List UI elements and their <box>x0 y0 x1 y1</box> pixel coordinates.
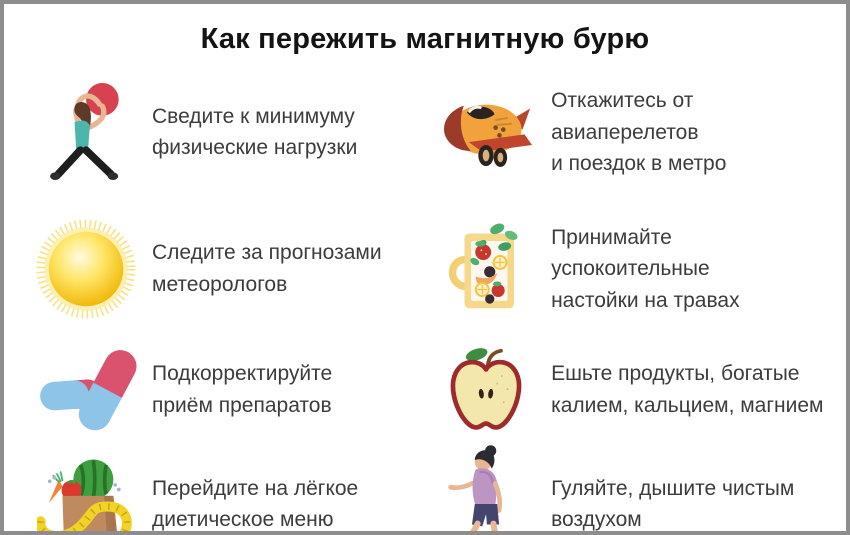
apple-icon <box>433 344 539 436</box>
herbal-drink-icon <box>433 218 539 320</box>
airplane-icon <box>433 91 539 173</box>
tip-text: Сведите к минимуму физические нагрузки <box>152 104 358 160</box>
tip-item-sun <box>34 201 425 338</box>
grocery-bag-icon <box>34 447 140 535</box>
tip-text: Гуляйте, дышите чистым воздухом <box>551 476 795 531</box>
tip-text: Подкорректируйте приём препаратов <box>152 362 333 417</box>
tip-item-airplane <box>433 64 832 201</box>
tips-grid <box>4 62 846 531</box>
page-title: Как пережить магнитную бурю <box>200 23 650 55</box>
exercise-person-icon <box>34 80 140 184</box>
tip-item-grocery-bag <box>34 442 425 535</box>
tip-text: Следите за прогнозами метеорологов <box>152 241 382 296</box>
sun-icon <box>34 218 140 320</box>
tip-item-pills <box>34 337 425 442</box>
tip-text: Ешьте продукты, богатые калием, кальцием, магнием <box>551 362 824 417</box>
tip-text: Перейдите на лёгкое диетическое меню <box>152 476 359 531</box>
tip-item-herbal-drink <box>433 201 832 338</box>
tip-item-exercise <box>34 64 425 201</box>
tip-item-walking-person <box>433 442 832 535</box>
tip-text: Принимайте успокоительные настойки на травах <box>551 225 740 312</box>
tip-item-apple <box>433 337 832 442</box>
pills-icon <box>34 344 140 436</box>
walking-person-icon <box>433 442 539 535</box>
tip-text: Откажитесь от авиаперелетов и поездок в метро <box>551 89 727 175</box>
